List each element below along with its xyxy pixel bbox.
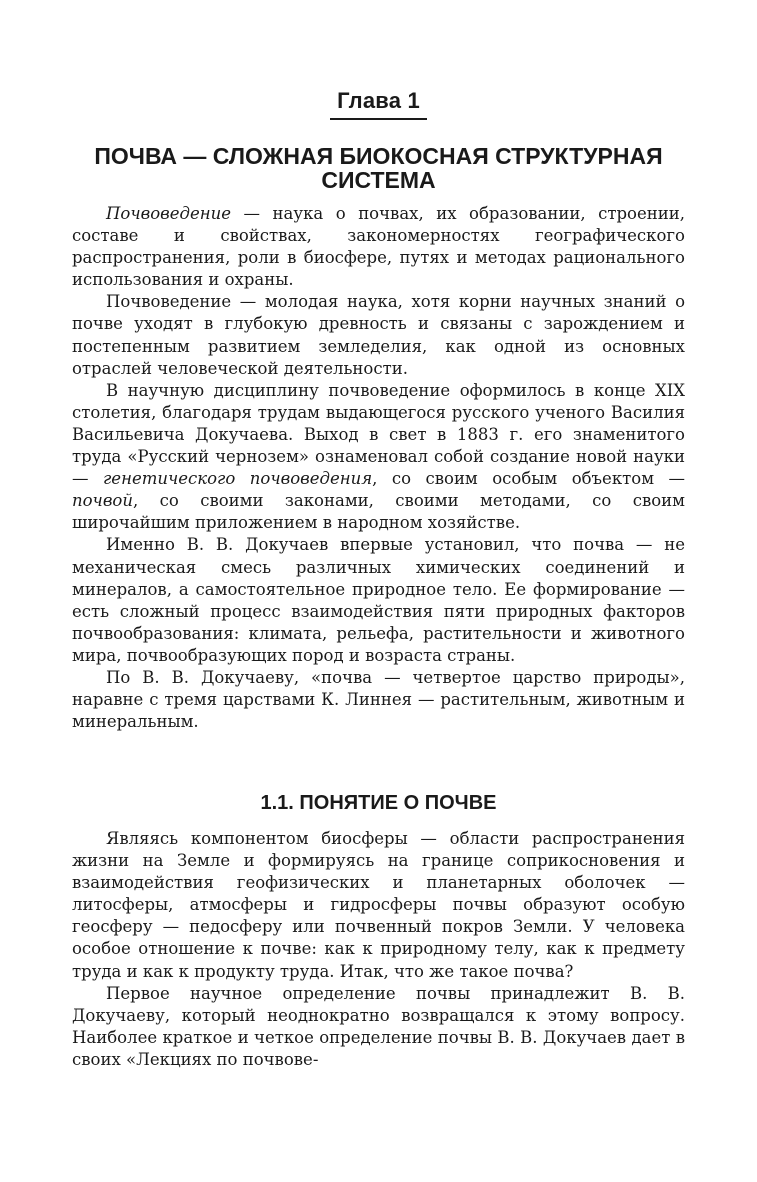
intro-paragraph-4: Именно В. В. Докучаев впервые установил, что почва — не механическая смесь различных химических соединений и минералов, а самостоятельное природное тело. Ее формирование — есть сложный процесс взаимодействия пяти природных факторов почвообразования: климата, рельефа, растительности и животного мира, почвообразующих пород и возраста страны. (72, 535, 685, 665)
section-paragraph-2: Первое научное определение почвы принадлежит В. В. Докучаеву, который неоднократно возвращался к этому вопросу. Наиболее краткое и четкое определение почвы В. В. Докучаев дает в своих «Лекциях по почвове- (72, 983, 685, 1069)
intro-paragraph-5: По В. В. Докучаеву, «почва — четвертое царство природы», наравне с тремя царствами К. Линнея — растительным, животным и минеральным. (72, 667, 685, 732)
term-soil-science: Почвоведение (106, 204, 231, 223)
intro-paragraph-3 (72, 380, 685, 535)
intro-paragraph-3-text-a: В научную дисциплину почвоведение оформилось в конце XIX столетия, благодаря трудам выдающегося русского ученого Василия Васильевича Докучаева. Выход в свет в 1883 г. его знаменитого труда «Русский чернозем» ознаменовал собой создание новой науки — (72, 380, 685, 489)
section-heading: 1.1. ПОНЯТИЕ О ПОЧВЕ (260, 792, 497, 814)
section-paragraph-1: Являясь компонентом биосферы — области распространения жизни на Земле и формируясь на границе соприкосновения и взаимодействия геофизических и планетарных оболочек — литосферы, атмосферы и гидросферы почвы образуют особую геосферу — педосферу или почвенный покров Земли. У человека особое отношение к почве: как к природному телу, как к предмету труда и как к продукту труда. Итак, что же такое почва? (72, 829, 685, 981)
intro-paragraph-3-text-b: , со своим особым объектом — (372, 469, 685, 489)
intro-paragraph-3-text-c: , со своими законами, своими методами, со своим широчайшим приложением в народном хозяйстве. (72, 491, 685, 533)
intro-paragraph-1-text: — наука о почвах, их образовании, строении, составе и свойствах, закономерностях географического распространения, роли в биосфере, путях и методах рационального использования и охраны. (72, 204, 685, 290)
term-genetic-soil-science: генетического почвоведения (102, 469, 373, 489)
section-text (72, 828, 685, 1071)
chapter-title: ПОЧВА — СЛОЖНАЯ БИОКОСНАЯ СТРУКТУРНАЯ СИСТЕМА (94, 143, 663, 193)
chapter-underline (330, 118, 427, 120)
intro-paragraph-2: Почвоведение — молодая наука, хотя корни научных знаний о почве уходят в глубокую древность и связаны с зарождением и постепенным развитием земледелия, как одной из основных отраслей человеческой деятельности. (72, 292, 685, 378)
intro-text (72, 203, 685, 733)
chapter-label: Глава 1 (337, 88, 420, 113)
intro-paragraph-1 (72, 203, 685, 291)
term-soil: почвой (72, 491, 133, 511)
